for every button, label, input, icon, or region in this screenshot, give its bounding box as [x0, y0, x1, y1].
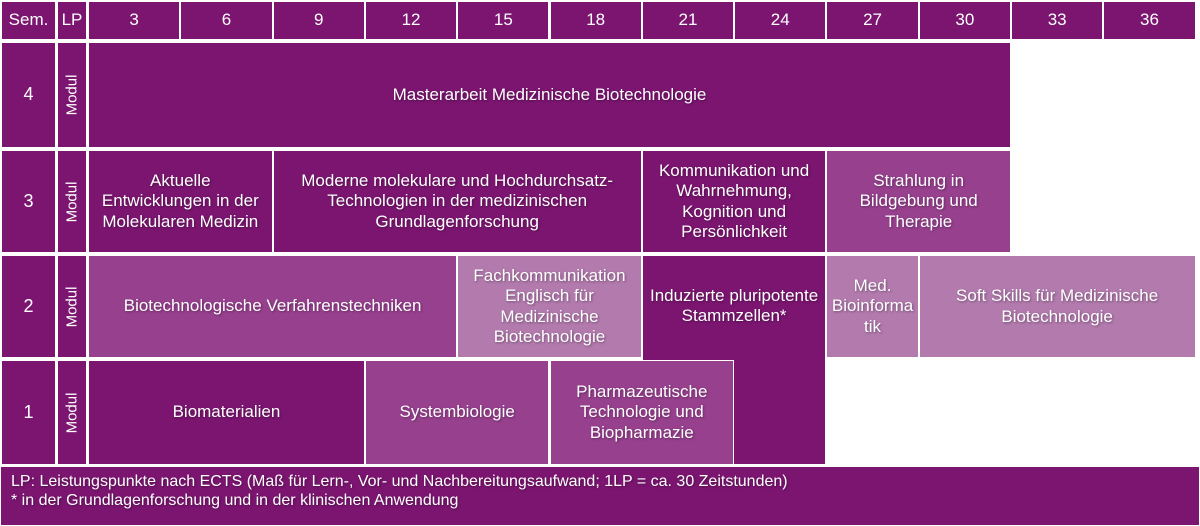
header-lp-tick-12: 12 [365, 1, 457, 40]
header-lp-tick-27: 27 [826, 1, 918, 40]
module-title: Strahlung in Bildgebung und Therapie [859, 170, 978, 231]
module-title: Med. Bioinforma tik [831, 275, 914, 336]
header-lp-tick-9: 9 [273, 1, 365, 40]
header-lp-tick-30: 30 [919, 1, 1011, 40]
semester-modul-label-1 [57, 360, 87, 465]
module-fachkommunikation [457, 255, 642, 358]
header-lp-tick-33: 33 [1011, 1, 1103, 40]
module-title: Soft Skills für Medizinische Biotechnologie [956, 286, 1159, 326]
header-lp-tick-21: 21 [642, 1, 734, 40]
module-title: Fachkommunikation Englisch für Medizinische Biotechnologie [473, 265, 626, 346]
semester-number-2: 2 [1, 255, 56, 358]
semester-number-4: 4 [1, 42, 56, 148]
module-title: Biotechnologische Verfahrenstechniken [123, 296, 422, 316]
module-pharmazeutische-technologie [550, 360, 735, 465]
semester-number-3: 3 [1, 150, 56, 253]
semester-modul-label-4 [57, 42, 87, 148]
module-title: Masterarbeit Medizinische Biotechnologie [392, 84, 707, 104]
modul-label-text: Modul [63, 286, 81, 327]
module-moderne-molekulare [273, 150, 642, 253]
module-kommunikation-wahrnehmung [642, 150, 827, 253]
modul-label-text: Modul [63, 181, 81, 222]
header-lp-tick-18: 18 [550, 1, 642, 40]
module-strahlung [826, 150, 1011, 253]
module-biotechnologische-verfahren [88, 255, 457, 358]
module-systembiologie [365, 360, 550, 465]
footer-lp-definition: LP: Leistungspunkte nach ECTS (Maß für Lern-, Vor- und Nachbereitungsaufwand; 1LP = ca. 30 Zeitstunden) [11, 473, 788, 490]
module-bioinformatik [826, 255, 918, 358]
semester-modul-label-2 [57, 255, 87, 358]
modul-label-text: Modul [63, 392, 81, 433]
modul-label-text: Modul [63, 74, 81, 116]
module-masterarbeit [88, 42, 1011, 148]
header-lp-tick-36: 36 [1103, 1, 1195, 40]
module-title: Moderne molekulare und Hochdurchsatz-Technologien in der medizinischen Grundlagenforschung [301, 170, 614, 231]
semester-number-1: 1 [1, 360, 56, 465]
header-lp-tick-15: 15 [457, 1, 549, 40]
module-title: Aktuelle Entwicklungen in der Molekularen Medizin [101, 170, 259, 231]
header-lp-tick-3: 3 [88, 1, 180, 40]
header-lp-tick-24: 24 [734, 1, 826, 40]
module-title: Induzierte pluripotente Stammzellen* [649, 286, 819, 326]
module-soft-skills [919, 255, 1196, 358]
module-title: Biomaterialien [172, 402, 281, 422]
module-aktuelle-entwicklungen [88, 150, 273, 253]
header-sem: Sem. [1, 1, 56, 40]
module-title: Kommunikation und Wahrnehmung, Kognition und Persönlichkeit [658, 160, 810, 241]
header-lp-tick-6: 6 [180, 1, 272, 40]
module-title: Pharmazeutische Technologie und Biopharmazie [576, 381, 708, 442]
semester-modul-label-3 [57, 150, 87, 253]
module-title: Systembiologie [399, 402, 515, 422]
header-lp: LP [57, 1, 87, 40]
footer-notes [1, 467, 1199, 525]
footer-footnote: * in der Grundlagenforschung und in der klinischen Anwendung [11, 492, 459, 509]
module-biomaterialien [88, 360, 365, 465]
